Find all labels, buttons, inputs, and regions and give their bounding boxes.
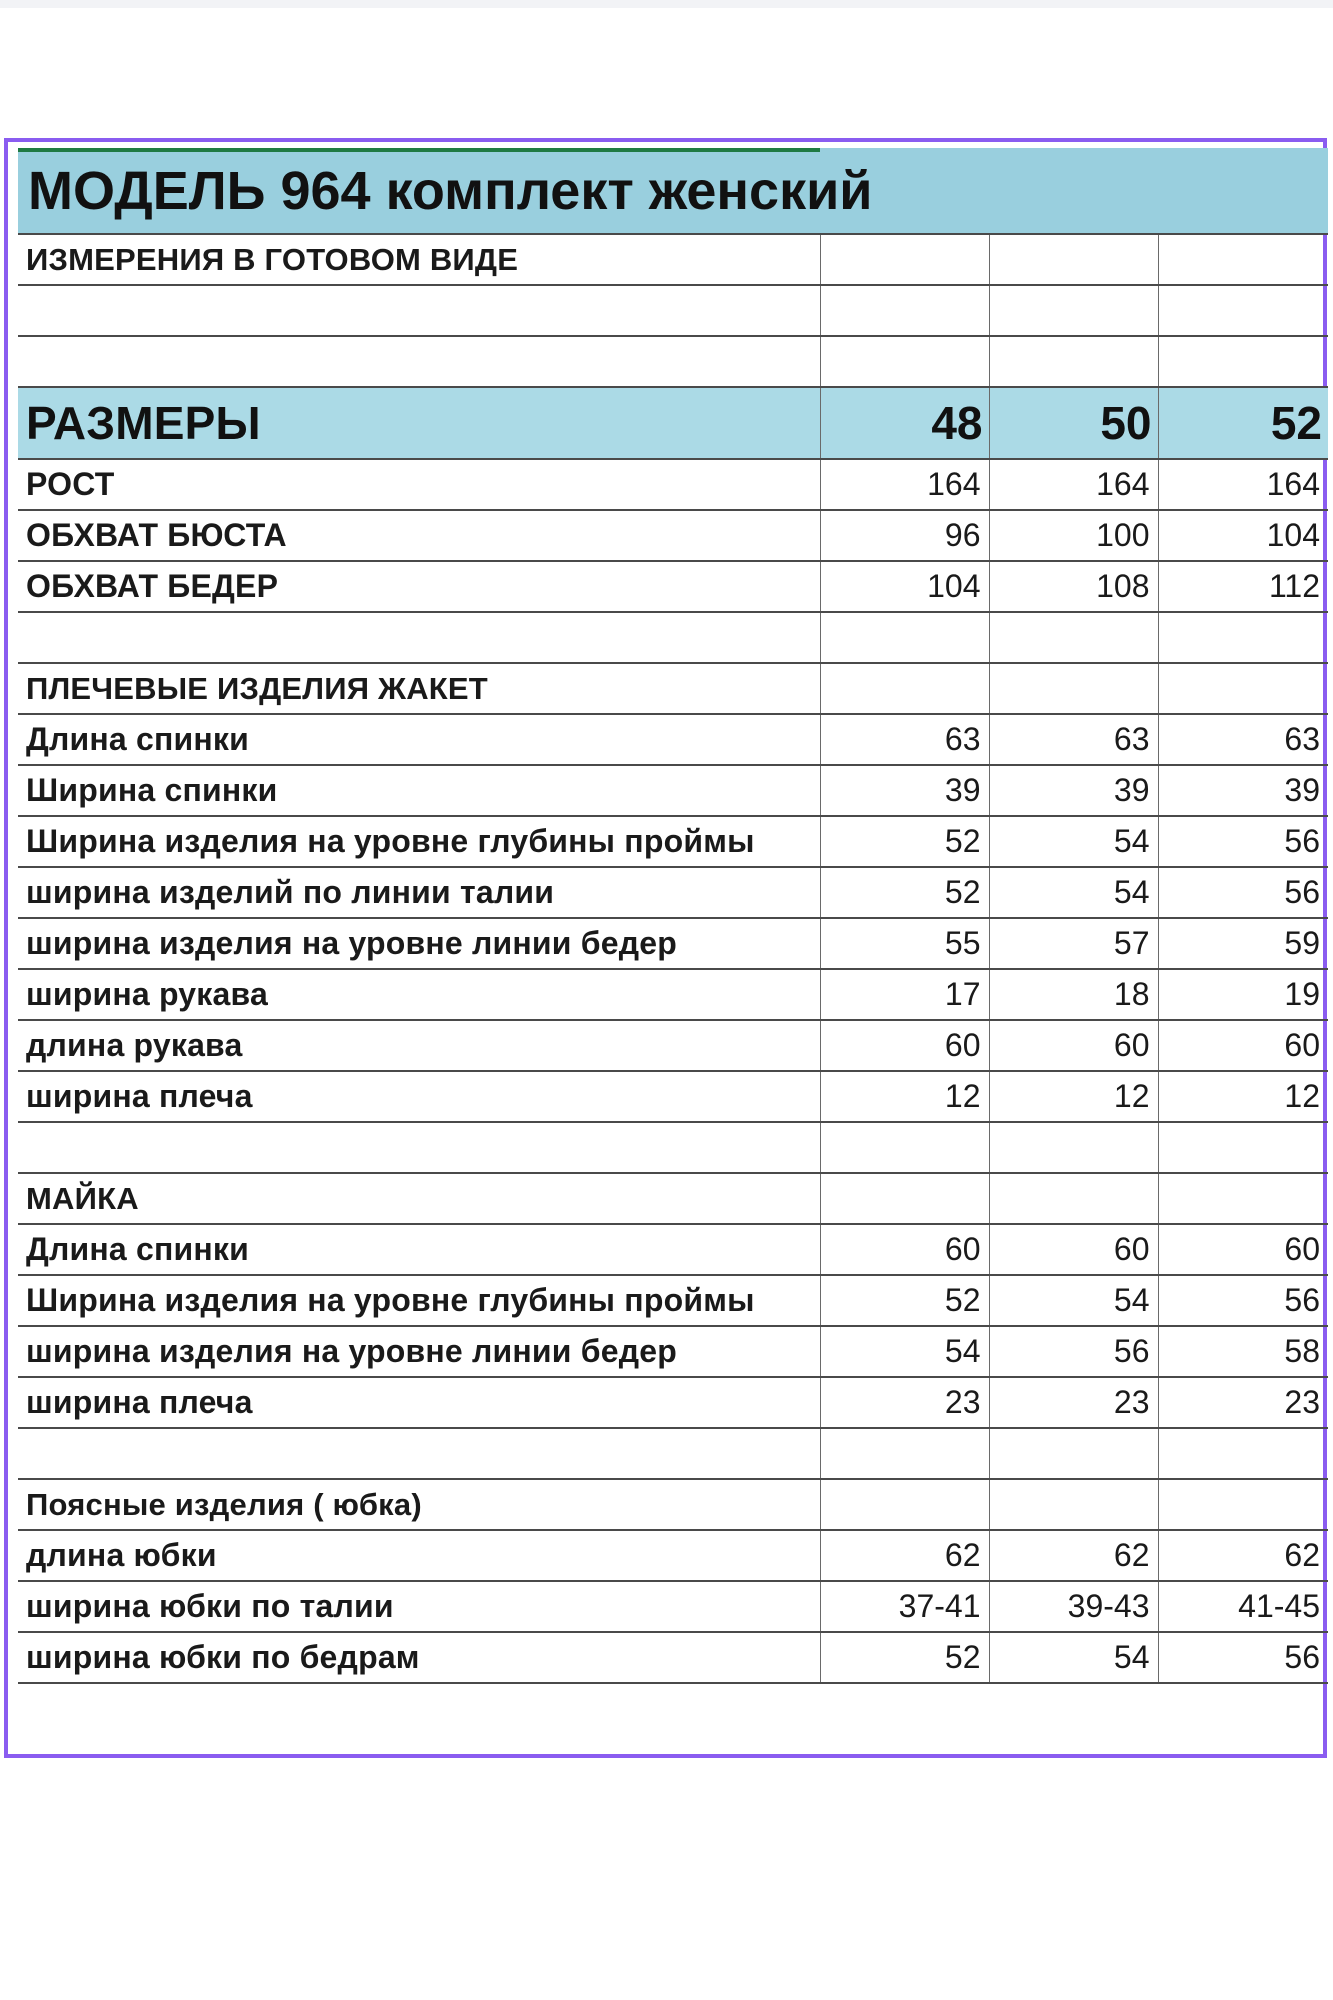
empty-cell <box>18 1122 820 1173</box>
value-size-52: 12 <box>1158 1071 1328 1122</box>
value-size-50: 12 <box>989 1071 1158 1122</box>
measurement-label: Ширина изделия на уровне глубины проймы <box>18 816 820 867</box>
measurement-label: ширина изделия на уровне линии бедер <box>18 918 820 969</box>
value-size-50: 57 <box>989 918 1158 969</box>
value-size-52: 60 <box>1158 1020 1328 1071</box>
value-size-48: 63 <box>820 714 989 765</box>
value-size-48: 52 <box>820 1275 989 1326</box>
value-size-52: 23 <box>1158 1377 1328 1428</box>
value-size-52: 19 <box>1158 969 1328 1020</box>
measurement-row <box>18 1530 1328 1581</box>
measurement-label: Ширина изделия на уровне глубины проймы <box>18 1275 820 1326</box>
value-size-48: 164 <box>820 459 989 510</box>
value-size-52: 39 <box>1158 765 1328 816</box>
size-52: 52 <box>1158 387 1328 459</box>
empty-cell <box>1158 612 1328 663</box>
value-size-52: 104 <box>1158 510 1328 561</box>
measurement-row <box>18 714 1328 765</box>
measurement-label: длина юбки <box>18 1530 820 1581</box>
value-size-48: 96 <box>820 510 989 561</box>
empty-row <box>18 1428 1328 1479</box>
section-heading-row <box>18 1173 1328 1224</box>
model-title: МОДЕЛЬ 964 комплект женский <box>18 148 1328 234</box>
empty-cell <box>989 663 1158 714</box>
measurement-row <box>18 765 1328 816</box>
sizes-label: РАЗМЕРЫ <box>18 387 820 459</box>
measurement-label: ширина юбки по талии <box>18 1581 820 1632</box>
empty-cell <box>18 1428 820 1479</box>
measurement-row <box>18 1377 1328 1428</box>
empty-cell <box>820 1428 989 1479</box>
value-size-48: 37-41 <box>820 1581 989 1632</box>
value-size-52: 112 <box>1158 561 1328 612</box>
value-size-50: 39-43 <box>989 1581 1158 1632</box>
size-chart-sheet <box>18 148 1328 1684</box>
value-size-50: 23 <box>989 1377 1158 1428</box>
measurement-label: ОБХВАТ БЮСТА <box>18 510 820 561</box>
value-size-48: 17 <box>820 969 989 1020</box>
value-size-52: 56 <box>1158 1275 1328 1326</box>
empty-row <box>18 612 1328 663</box>
value-size-52: 58 <box>1158 1326 1328 1377</box>
empty-cell <box>1158 1173 1328 1224</box>
empty-cell <box>989 1479 1158 1530</box>
empty-row <box>18 336 1328 387</box>
measurement-label: РОСТ <box>18 459 820 510</box>
value-size-48: 60 <box>820 1224 989 1275</box>
empty-cell <box>820 234 989 285</box>
size-50: 50 <box>989 387 1158 459</box>
measurement-row <box>18 1632 1328 1683</box>
empty-cell <box>820 1173 989 1224</box>
measurement-label: ширина юбки по бедрам <box>18 1632 820 1683</box>
value-size-52: 164 <box>1158 459 1328 510</box>
measurement-label: ОБХВАТ БЕДЕР <box>18 561 820 612</box>
value-size-48: 52 <box>820 816 989 867</box>
measurements-subtitle: ИЗМЕРЕНИЯ В ГОТОВОМ ВИДЕ <box>18 234 820 285</box>
empty-cell <box>1158 1122 1328 1173</box>
value-size-52: 56 <box>1158 867 1328 918</box>
size-48: 48 <box>820 387 989 459</box>
subtitle-row <box>18 234 1328 285</box>
value-size-52: 41-45 <box>1158 1581 1328 1632</box>
value-size-50: 60 <box>989 1224 1158 1275</box>
measurement-row <box>18 1275 1328 1326</box>
value-size-48: 104 <box>820 561 989 612</box>
empty-cell <box>18 612 820 663</box>
value-size-50: 60 <box>989 1020 1158 1071</box>
empty-cell <box>1158 1428 1328 1479</box>
measurement-row <box>18 561 1328 612</box>
measurement-label: ширина плеча <box>18 1071 820 1122</box>
measurement-label: Длина спинки <box>18 714 820 765</box>
tank-section-heading: МАЙКА <box>18 1173 820 1224</box>
value-size-50: 108 <box>989 561 1158 612</box>
sizes-row <box>18 387 1328 459</box>
size-chart-table <box>18 148 1328 1684</box>
value-size-48: 55 <box>820 918 989 969</box>
measurement-label: ширина изделия на уровне линии бедер <box>18 1326 820 1377</box>
empty-cell <box>820 612 989 663</box>
measurement-label: ширина изделий по линии талии <box>18 867 820 918</box>
empty-row <box>18 285 1328 336</box>
empty-row <box>18 1122 1328 1173</box>
measurement-row <box>18 918 1328 969</box>
measurement-label: длина рукава <box>18 1020 820 1071</box>
measurement-row <box>18 1326 1328 1377</box>
top-strip <box>0 0 1333 8</box>
value-size-50: 54 <box>989 1275 1158 1326</box>
measurement-label: Длина спинки <box>18 1224 820 1275</box>
measurement-row <box>18 867 1328 918</box>
value-size-52: 60 <box>1158 1224 1328 1275</box>
measurement-label: ширина рукава <box>18 969 820 1020</box>
value-size-52: 56 <box>1158 1632 1328 1683</box>
value-size-50: 54 <box>989 867 1158 918</box>
empty-cell <box>989 1122 1158 1173</box>
value-size-48: 12 <box>820 1071 989 1122</box>
measurement-row <box>18 1020 1328 1071</box>
measurement-row <box>18 969 1328 1020</box>
measurement-row <box>18 1224 1328 1275</box>
value-size-48: 54 <box>820 1326 989 1377</box>
skirt-section-heading: Поясные изделия ( юбка) <box>18 1479 820 1530</box>
empty-cell <box>820 1122 989 1173</box>
measurement-label: ширина плеча <box>18 1377 820 1428</box>
empty-cell <box>1158 1479 1328 1530</box>
value-size-52: 63 <box>1158 714 1328 765</box>
value-size-50: 39 <box>989 765 1158 816</box>
empty-cell <box>820 663 989 714</box>
value-size-50: 54 <box>989 816 1158 867</box>
value-size-52: 62 <box>1158 1530 1328 1581</box>
empty-cell <box>989 1428 1158 1479</box>
empty-cell <box>989 234 1158 285</box>
measurement-row <box>18 816 1328 867</box>
measurement-row <box>18 510 1328 561</box>
value-size-50: 63 <box>989 714 1158 765</box>
value-size-52: 59 <box>1158 918 1328 969</box>
title-row <box>18 148 1328 234</box>
section-heading-row <box>18 663 1328 714</box>
value-size-50: 100 <box>989 510 1158 561</box>
value-size-50: 164 <box>989 459 1158 510</box>
measurement-label: Ширина спинки <box>18 765 820 816</box>
measurement-row <box>18 459 1328 510</box>
value-size-50: 56 <box>989 1326 1158 1377</box>
empty-cell <box>1158 234 1328 285</box>
value-size-48: 62 <box>820 1530 989 1581</box>
value-size-50: 62 <box>989 1530 1158 1581</box>
empty-cell <box>820 1479 989 1530</box>
value-size-48: 52 <box>820 1632 989 1683</box>
empty-cell <box>989 612 1158 663</box>
value-size-50: 54 <box>989 1632 1158 1683</box>
value-size-48: 52 <box>820 867 989 918</box>
value-size-50: 18 <box>989 969 1158 1020</box>
empty-cell <box>1158 663 1328 714</box>
empty-cell <box>989 1173 1158 1224</box>
value-size-48: 39 <box>820 765 989 816</box>
measurement-row <box>18 1071 1328 1122</box>
section-heading-row <box>18 1479 1328 1530</box>
jacket-section-heading: ПЛЕЧЕВЫЕ ИЗДЕЛИЯ ЖАКЕТ <box>18 663 820 714</box>
value-size-48: 23 <box>820 1377 989 1428</box>
value-size-48: 60 <box>820 1020 989 1071</box>
measurement-row <box>18 1581 1328 1632</box>
value-size-52: 56 <box>1158 816 1328 867</box>
selection-line <box>18 148 820 152</box>
